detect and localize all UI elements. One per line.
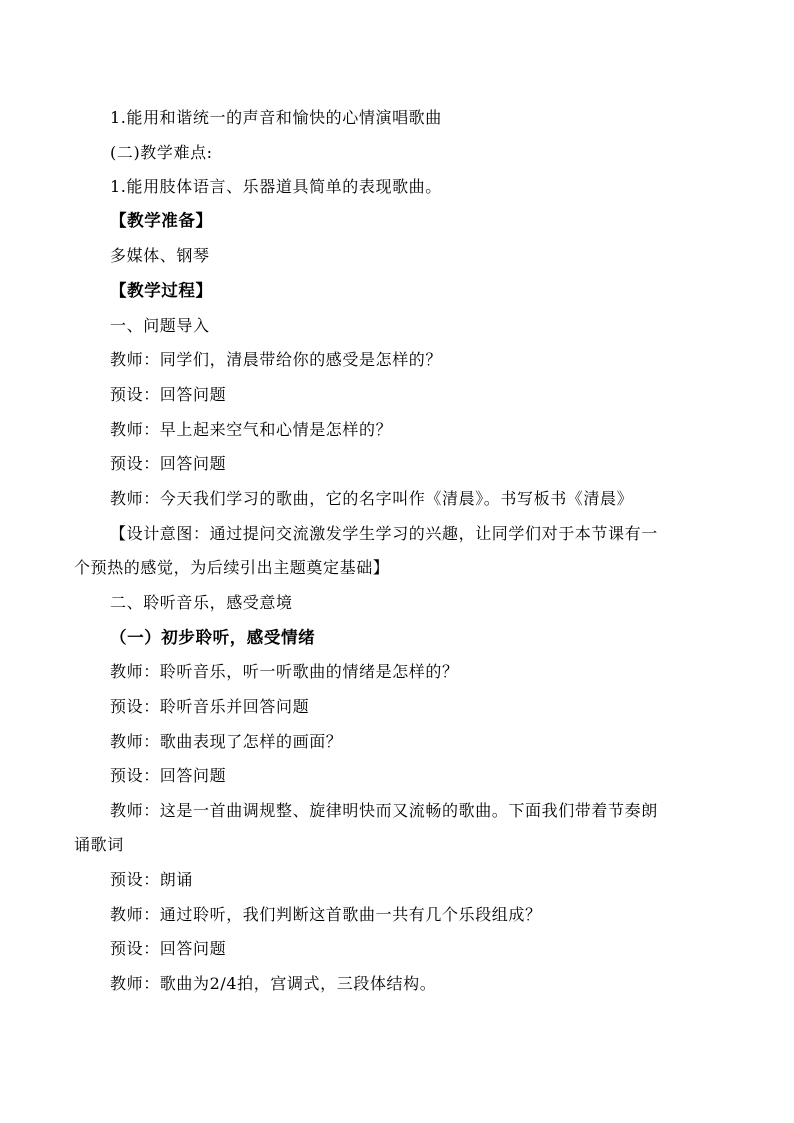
text-line: 预设：朗诵 bbox=[110, 870, 194, 889]
text-line: 教师：今天我们学习的歌曲，它的名字叫作《清晨》。书写板书《清晨》 bbox=[110, 489, 634, 508]
text-line: 预设：回答问题 bbox=[110, 385, 227, 404]
text-line-wrap-1: 教师：这是一首曲调规整、旋律明快而又流畅的歌曲。下面我们带着节奏朗 bbox=[110, 801, 658, 820]
text-line: 教师：歌曲为2/4拍，宫调式，三段体结构。 bbox=[110, 974, 437, 993]
text-line: 1.能用和谐统一的声音和愉快的心情演唱歌曲 bbox=[110, 108, 442, 127]
text-line: 教师：同学们，清晨带给你的感受是怎样的？ bbox=[110, 350, 443, 369]
text-line-wrap-2: 诵歌词 bbox=[74, 835, 124, 854]
subheading-initial-listening: （一）初步聆听，感受情绪 bbox=[110, 628, 316, 647]
design-intent-line-2: 个预热的感觉，为后续引出主题奠定基础】 bbox=[74, 558, 390, 577]
text-line: 教师：早上起来空气和心情是怎样的？ bbox=[110, 420, 393, 439]
text-line: 多媒体、钢琴 bbox=[110, 246, 210, 265]
subheading-question-intro: 一、问题导入 bbox=[110, 316, 210, 335]
text-line: 教师：通过聆听，我们判断这首歌曲一共有几个乐段组成？ bbox=[110, 905, 542, 924]
text-line: 预设：回答问题 bbox=[110, 766, 227, 785]
subheading-teaching-difficulty: (二)教学难点: bbox=[110, 143, 213, 162]
text-line: 教师：聆听音乐，听一听歌曲的情绪是怎样的？ bbox=[110, 662, 459, 681]
text-line: 预设：回答问题 bbox=[110, 939, 227, 958]
subheading-listen-music: 二、聆听音乐，感受意境 bbox=[110, 593, 293, 612]
text-line: 教师：歌曲表现了怎样的画面？ bbox=[110, 732, 343, 751]
section-heading-process: 【教学过程】 bbox=[110, 281, 213, 300]
text-line: 1.能用肢体语言、乐器道具简单的表现歌曲。 bbox=[110, 177, 442, 196]
text-line: 预设：聆听音乐并回答问题 bbox=[110, 697, 310, 716]
design-intent-line-1: 【设计意图：通过提问交流激发学生学习的兴趣，让同学们对于本节课有一 bbox=[110, 524, 658, 543]
text-line: 预设：回答问题 bbox=[110, 454, 227, 473]
section-heading-preparation: 【教学准备】 bbox=[110, 211, 213, 230]
